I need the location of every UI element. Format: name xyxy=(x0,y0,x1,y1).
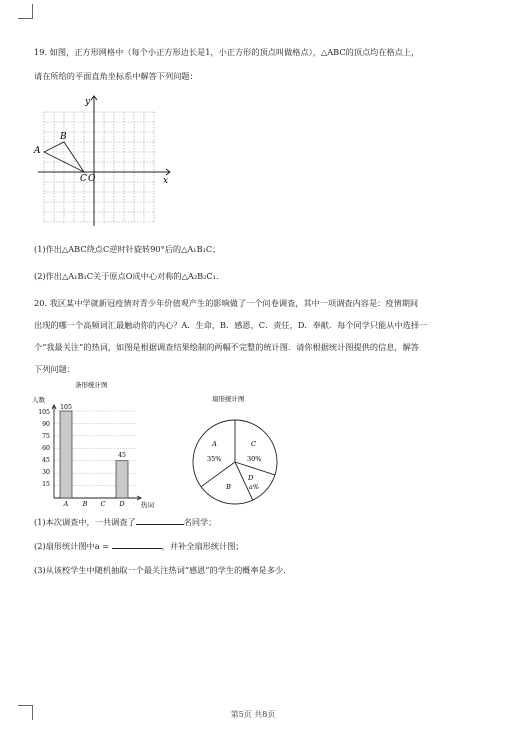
y-tick-30: 30 xyxy=(42,469,50,476)
pie-pct-c: 30% xyxy=(247,455,262,463)
bar-d xyxy=(116,461,128,498)
corner-mark-top-left xyxy=(18,4,33,19)
q20-part1-after: 名同学； xyxy=(183,517,217,527)
bar-chart-yticks xyxy=(38,409,50,488)
bar-chart-xlabel: 热词 xyxy=(141,501,154,509)
pie-label-b: B xyxy=(226,483,231,491)
q19-part1: (1)作出△ABC绕点C逆时针旋转90°后的△A₁B₁C； xyxy=(34,244,221,254)
q19-text-line1: 如图，正方形网格中（每个小正方形边长是1，小正方形的顶点叫做格点），△ABC的顶点均在格点上， xyxy=(49,47,420,57)
y-tick-45: 45 xyxy=(42,457,50,464)
q20-line1 xyxy=(34,297,418,309)
y-axis-label: y xyxy=(85,97,91,107)
q20-part2-before: (2)扇形统计图中a = xyxy=(34,541,110,551)
bar-a xyxy=(60,411,72,498)
page-footer: 第5页 共8页 xyxy=(230,710,276,719)
q19-line1 xyxy=(34,46,419,58)
category-a-label: A xyxy=(63,500,69,508)
answer-blank-1[interactable] xyxy=(136,516,184,525)
bar-chart-title: 条形统计图 xyxy=(75,381,108,389)
q20-part3: (3)从该校学生中随机抽取一个最关注热词“感恩”的学生的概率是多少． xyxy=(34,565,292,575)
pie-label-c: C xyxy=(251,440,257,448)
y-tick-105: 105 xyxy=(38,409,50,416)
answer-blank-2[interactable] xyxy=(112,540,162,549)
q19-part2: (2)作出△A₁B₁C关于原点O成中心对称的△A₂B₂C₁. xyxy=(34,271,219,281)
y-tick-90: 90 xyxy=(42,421,50,428)
q20-line4: 下列问题： xyxy=(34,364,75,374)
q20-number: 20. xyxy=(34,298,48,308)
category-b-label: B xyxy=(82,500,88,508)
pie-label-d: D xyxy=(248,474,254,482)
pie-chart xyxy=(185,390,295,520)
bar-chart-categories xyxy=(63,500,126,508)
pie-slices xyxy=(193,420,277,504)
q20-part2-after: ，并补全扇形统计图； xyxy=(161,541,244,551)
q20-part1 xyxy=(34,516,216,528)
category-d-label: D xyxy=(119,500,125,508)
q20-part2 xyxy=(34,540,244,552)
q20-line3: 个“我最关注”的热词，如图是根据调查结果绘制的两幅不完整的统计图．请你根据统计图提供的信息，解答 xyxy=(34,342,419,352)
pie-label-a: A xyxy=(212,440,217,448)
q20-part1-before: (1)本次调查中，一共调查了 xyxy=(34,517,136,527)
bar-chart xyxy=(28,378,168,512)
y-tick-60: 60 xyxy=(42,445,50,452)
y-tick-15: 15 xyxy=(42,481,50,488)
q19-coordinate-grid xyxy=(32,92,177,227)
bar-d-value-label: 45 xyxy=(118,452,126,459)
q19-line2: 请在所给的平面直角坐标系中解答下列问题： xyxy=(34,71,198,81)
q19-number: 19. xyxy=(34,47,48,57)
q20-text-line1: 我区某中学就新冠疫情对青少年价值观产生的影响做了一个问卷调查，其中一项调查内容是：疫情期间 xyxy=(49,298,419,308)
pie-pct-a: 35% xyxy=(207,455,222,463)
bar-chart-ylabel: 人数 xyxy=(32,396,45,404)
x-axis-label: x xyxy=(163,176,169,186)
point-a-label: A xyxy=(34,146,41,156)
point-c-label: C xyxy=(80,174,87,184)
q20-line2: 出现的哪一个高频词汇最触动你的内心？A．生命，B．感恩，C．责任，D．奉献．每个同学只能从中选择一 xyxy=(34,320,428,330)
pie-chart-title: 扇形统计图 xyxy=(212,395,245,403)
y-tick-75: 75 xyxy=(42,433,50,440)
grid-lines xyxy=(44,112,154,222)
origin-label: O xyxy=(88,174,96,184)
category-c-label: C xyxy=(100,500,106,508)
pie-pct-d: a% xyxy=(249,483,260,491)
bar-a-value-label: 105 xyxy=(60,404,72,411)
point-b-label: B xyxy=(60,132,67,142)
